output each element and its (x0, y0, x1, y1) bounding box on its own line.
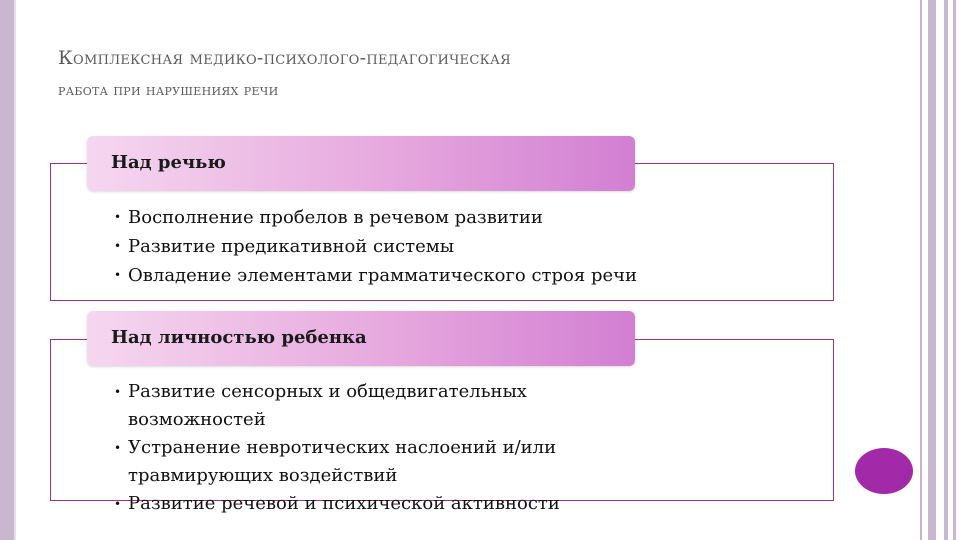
list-item: • Развитие речевой и психической активности (114, 490, 654, 518)
list-item: • Развитие сенсорных и общедвигательных возможностей (114, 378, 654, 434)
section-speech-title: Над речью (111, 152, 226, 173)
list-item: • Развитие предикативной системы (114, 232, 814, 261)
frame-rail (944, 0, 948, 540)
section-speech-header (87, 136, 635, 191)
section-personality-list (114, 378, 654, 518)
right-frame-decoration (920, 0, 960, 540)
frame-rail (953, 0, 956, 540)
slide-title-line1: Комплексная медико-психолого-педагогическая (58, 47, 511, 69)
list-item: • Овладение элементами грамматического строя речи (114, 261, 814, 290)
frame-rail (928, 0, 936, 540)
list-item: • Восполнение пробелов в речевом развитии (114, 203, 814, 232)
left-frame-decoration (0, 0, 16, 540)
navigation-circle-button[interactable] (855, 448, 913, 494)
list-item: • Устранение невротических наслоений и/или травмирующих воздействий (114, 434, 654, 490)
frame-rail (920, 0, 922, 540)
section-speech-list (114, 203, 814, 290)
slide-title-line2: работа при нарушениях речи (58, 81, 279, 99)
section-personality-header (87, 311, 635, 366)
section-personality-title: Над личностью ребенка (111, 327, 367, 348)
slide-title (58, 40, 838, 104)
